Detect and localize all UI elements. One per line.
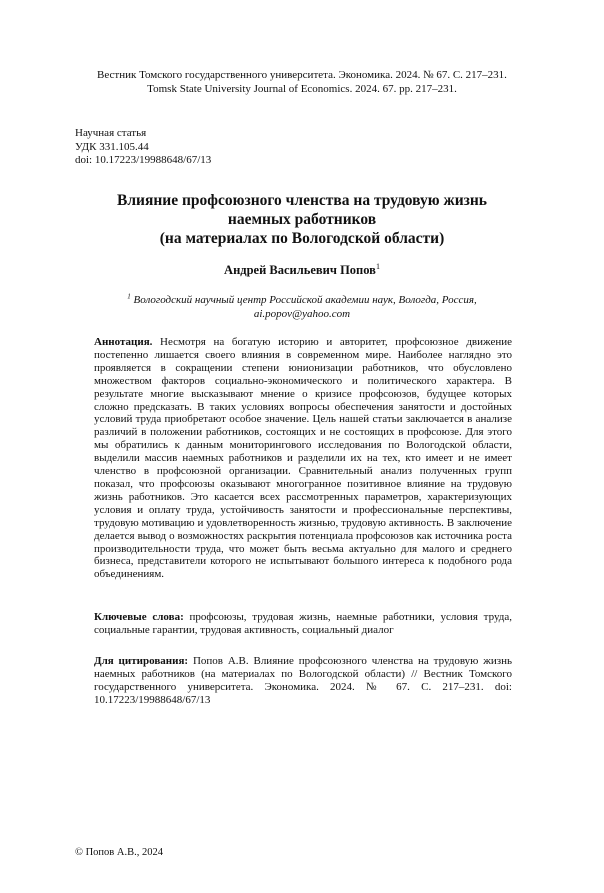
- article-type: Научная статья: [75, 127, 147, 139]
- keywords: [94, 611, 512, 637]
- title-line-3: (на материалах по Вологодской области): [159, 230, 445, 247]
- author-affiliation-mark: 1: [375, 261, 380, 271]
- doi: doi: 10.17223/19988648/67/13: [75, 154, 212, 166]
- citation-label: Для цитирования:: [94, 655, 189, 667]
- copyright: © Попов А.В., 2024: [75, 847, 163, 858]
- affiliation-mark: 1: [127, 292, 131, 301]
- abstract-label: Аннотация.: [94, 336, 153, 348]
- title-line-1: Влияние профсоюзного членства на трудовую жизнь: [117, 192, 487, 209]
- article-title: [60, 191, 544, 248]
- abstract: [94, 336, 512, 581]
- citation-text: Попов А.В. Влияние профсоюзного членства на трудовую жизнь наемных работников (на материалах по Вологодской области) // Вестник Томского государственного университета. Экономика. 2024. № 67. С. 217–231. doi: 10.17223/19988648/67/13: [94, 655, 513, 706]
- journal-citation-ru: Вестник Томского государственного университета. Экономика. 2024. № 67. С. 217–231.: [97, 69, 507, 81]
- udk-code: УДК 331.105.44: [75, 140, 149, 153]
- keywords-text: профсоюзы, трудовая жизнь, наемные работники, условия труда, социальные гарантии, трудовая активность, социальный диалог: [94, 611, 513, 636]
- journal-citation-en: Tomsk State University Journal of Economics. 2024. 67. pp. 217–231.: [147, 83, 457, 95]
- author-name: Андрей Васильевич Попов: [224, 263, 376, 277]
- citation-block: [94, 655, 512, 707]
- author-email[interactable]: ai.popov@yahoo.com: [253, 308, 351, 320]
- affiliation-org: Вологодский научный центр Российской академии наук, Вологда, Россия,: [133, 294, 477, 306]
- keywords-label: Ключевые слова:: [94, 611, 184, 623]
- title-line-2: наемных работников: [227, 211, 377, 228]
- abstract-text: Несмотря на богатую историю и авторитет, профсоюзное движение постепенно лишается своего влияния в современном мире. Наиболее наглядно это проявляется в сокращении степени юнионизации работников, что обусловлено множеством факторов социально-экономического и политического характера. В результате многие высказывают мнение о кризисе профсоюзов, будущее которых сложно предсказать. В таких условиях вопросы обеспечения занятости и достойных условий труда приобретают особое значение. Цель нашей статьи заключается в анализе различий в положении работников, состоящих и не состоящих в профсоюзе. Для этого мы обратились к данным мониторингового исследования по Вологодской области, выделили массив наемных работников и разделили их на тех, кто имеет и не имеет членство в профсоюзной организации. Сравнительный анализ полученных групп показал, что профсоюзы оказывают многогранное позитивное влияние на трудовую жизнь работников. Это касается всех рассмотренных параметров, характеризующих условия и оплату труда, устойчивость занятости и профессиональные перспективы, трудовую мотивацию и удовлетворенность жизнью, трудовую активность. В заключение делается вывод о возможностях раскрытия потенциала профсоюзов как источника роста производительности труда, что может быть весьма актуально для малого и среднего бизнеса, представители которого не испытывают большого интереса к подобного рода объединениям.: [94, 336, 512, 581]
- author: [0, 263, 604, 278]
- article-meta: [75, 127, 211, 168]
- affiliation: [0, 293, 604, 321]
